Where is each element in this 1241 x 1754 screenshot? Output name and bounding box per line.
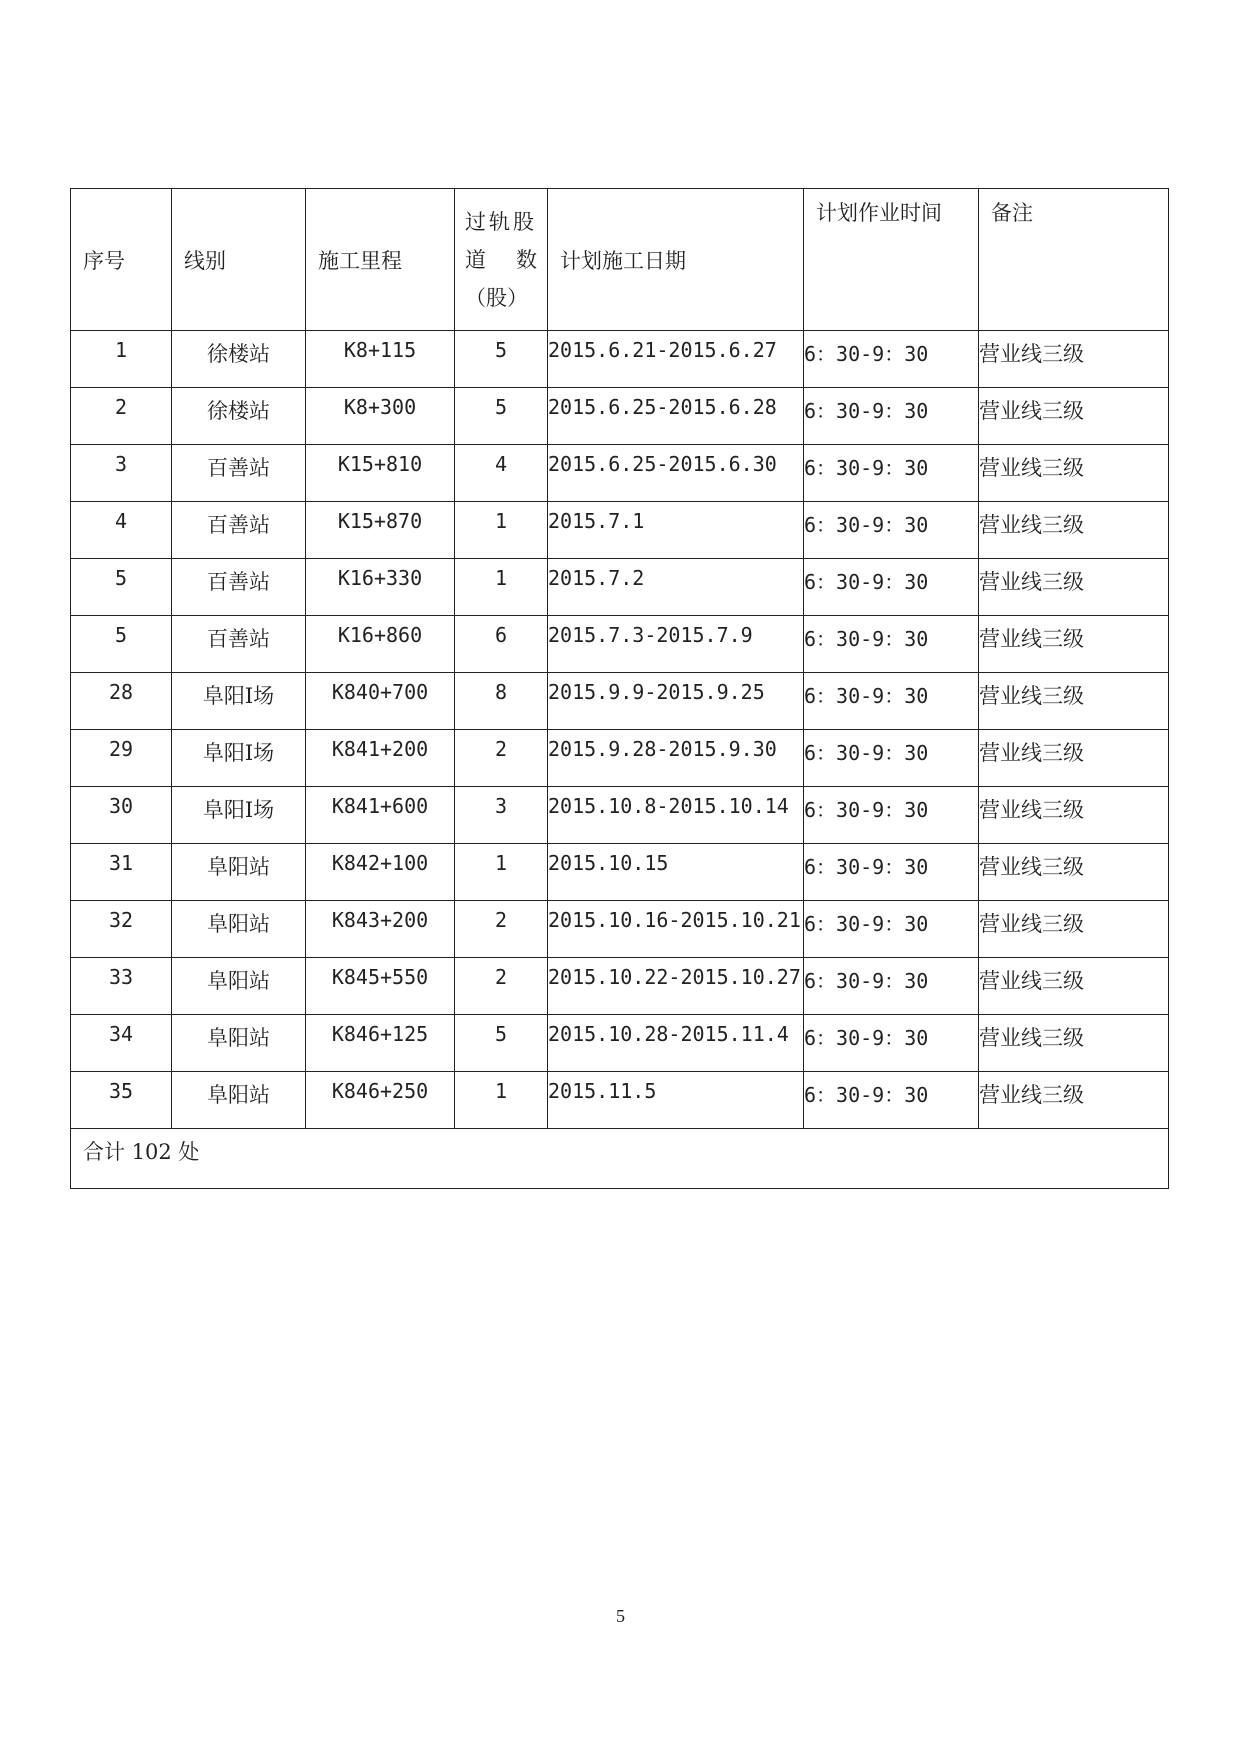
cell-date: 2015.9.9-2015.9.25 (548, 673, 804, 730)
table-row (71, 1072, 1169, 1129)
table-body (71, 331, 1169, 1189)
total-cell: 合计 102 处 (71, 1129, 1169, 1189)
cell-line: 百善站 (172, 445, 306, 502)
cell-time: 6：30-9：30 (804, 901, 979, 958)
cell-mileage: K16+330 (306, 559, 455, 616)
cell-date: 2015.9.28-2015.9.30 (548, 730, 804, 787)
cell-line: 阜阳站 (172, 958, 306, 1015)
cell-no: 1 (71, 331, 172, 388)
cell-time: 6：30-9：30 (804, 559, 979, 616)
cell-no: 33 (71, 958, 172, 1015)
cell-mileage: K16+860 (306, 616, 455, 673)
cell-line: 徐楼站 (172, 388, 306, 445)
cell-tracks: 8 (455, 673, 548, 730)
cell-no: 34 (71, 1015, 172, 1072)
cell-mileage: K840+700 (306, 673, 455, 730)
cell-line: 阜阳站 (172, 844, 306, 901)
cell-tracks: 1 (455, 844, 548, 901)
table-row (71, 958, 1169, 1015)
cell-no: 5 (71, 616, 172, 673)
table-header-row (71, 189, 1169, 331)
table-row (71, 730, 1169, 787)
header-remark: 备注 (979, 189, 1169, 331)
cell-date: 2015.7.1 (548, 502, 804, 559)
cell-no: 4 (71, 502, 172, 559)
cell-remark: 营业线三级 (979, 1072, 1169, 1129)
cell-line: 阜阳站 (172, 901, 306, 958)
cell-mileage: K8+300 (306, 388, 455, 445)
cell-no: 32 (71, 901, 172, 958)
table-row (71, 787, 1169, 844)
cell-line: 百善站 (172, 502, 306, 559)
cell-no: 30 (71, 787, 172, 844)
cell-mileage: K846+250 (306, 1072, 455, 1129)
cell-tracks: 4 (455, 445, 548, 502)
cell-remark: 营业线三级 (979, 502, 1169, 559)
header-time: 计划作业时间 (804, 189, 979, 331)
cell-remark: 营业线三级 (979, 331, 1169, 388)
cell-date: 2015.10.15 (548, 844, 804, 901)
cell-no: 28 (71, 673, 172, 730)
cell-mileage: K842+100 (306, 844, 455, 901)
header-tracks-line2-b: 数 (516, 247, 537, 272)
cell-tracks: 1 (455, 502, 548, 559)
table-row (71, 1015, 1169, 1072)
header-line: 线别 (172, 189, 306, 331)
cell-time: 6：30-9：30 (804, 787, 979, 844)
cell-tracks: 5 (455, 1015, 548, 1072)
cell-remark: 营业线三级 (979, 559, 1169, 616)
header-date: 计划施工日期 (548, 189, 804, 331)
cell-no: 2 (71, 388, 172, 445)
cell-no: 35 (71, 1072, 172, 1129)
cell-no: 31 (71, 844, 172, 901)
cell-no: 29 (71, 730, 172, 787)
cell-remark: 营业线三级 (979, 1015, 1169, 1072)
cell-line: 阜阳Ⅰ场 (172, 730, 306, 787)
cell-tracks: 2 (455, 958, 548, 1015)
cell-tracks: 1 (455, 559, 548, 616)
cell-mileage: K843+200 (306, 901, 455, 958)
header-no: 序号 (71, 189, 172, 331)
cell-line: 阜阳站 (172, 1015, 306, 1072)
cell-time: 6：30-9：30 (804, 958, 979, 1015)
cell-mileage: K8+115 (306, 331, 455, 388)
table-row (71, 445, 1169, 502)
cell-date: 2015.6.25-2015.6.30 (548, 445, 804, 502)
table-row (71, 331, 1169, 388)
cell-date: 2015.10.8-2015.10.14 (548, 787, 804, 844)
cell-line: 徐楼站 (172, 331, 306, 388)
header-mileage: 施工里程 (306, 189, 455, 331)
cell-date: 2015.6.25-2015.6.28 (548, 388, 804, 445)
table-row (71, 502, 1169, 559)
cell-date: 2015.10.22-2015.10.27 (548, 958, 804, 1015)
table-row (71, 388, 1169, 445)
cell-time: 6：30-9：30 (804, 388, 979, 445)
cell-time: 6：30-9：30 (804, 730, 979, 787)
cell-remark: 营业线三级 (979, 445, 1169, 502)
cell-tracks: 5 (455, 331, 548, 388)
page-number: 5 (616, 1606, 625, 1626)
cell-mileage: K841+200 (306, 730, 455, 787)
cell-remark: 营业线三级 (979, 673, 1169, 730)
cell-tracks: 1 (455, 1072, 548, 1129)
cell-line: 百善站 (172, 616, 306, 673)
cell-time: 6：30-9：30 (804, 1015, 979, 1072)
cell-time: 6：30-9：30 (804, 1072, 979, 1129)
header-tracks-line2-a: 道 (465, 247, 486, 272)
cell-no: 5 (71, 559, 172, 616)
cell-tracks: 5 (455, 388, 548, 445)
cell-mileage: K845+550 (306, 958, 455, 1015)
cell-line: 阜阳Ⅰ场 (172, 673, 306, 730)
table-row (71, 673, 1169, 730)
header-tracks-line2 (465, 241, 537, 279)
cell-tracks: 2 (455, 730, 548, 787)
cell-remark: 营业线三级 (979, 844, 1169, 901)
cell-mileage: K15+810 (306, 445, 455, 502)
cell-line: 阜阳Ⅰ场 (172, 787, 306, 844)
cell-mileage: K846+125 (306, 1015, 455, 1072)
cell-remark: 营业线三级 (979, 958, 1169, 1015)
construction-schedule-table (70, 188, 1169, 1189)
cell-remark: 营业线三级 (979, 730, 1169, 787)
table-row (71, 616, 1169, 673)
cell-time: 6：30-9：30 (804, 616, 979, 673)
cell-remark: 营业线三级 (979, 787, 1169, 844)
table-row (71, 559, 1169, 616)
cell-date: 2015.7.2 (548, 559, 804, 616)
cell-mileage: K841+600 (306, 787, 455, 844)
cell-remark: 营业线三级 (979, 901, 1169, 958)
cell-tracks: 2 (455, 901, 548, 958)
total-row (71, 1129, 1169, 1189)
cell-time: 6：30-9：30 (804, 844, 979, 901)
header-tracks-line3: （股） (465, 285, 528, 310)
cell-date: 2015.10.28-2015.11.4 (548, 1015, 804, 1072)
table-row (71, 844, 1169, 901)
header-tracks (455, 189, 548, 331)
cell-time: 6：30-9：30 (804, 331, 979, 388)
cell-mileage: K15+870 (306, 502, 455, 559)
cell-no: 3 (71, 445, 172, 502)
cell-date: 2015.11.5 (548, 1072, 804, 1129)
cell-remark: 营业线三级 (979, 616, 1169, 673)
cell-line: 阜阳站 (172, 1072, 306, 1129)
cell-line: 百善站 (172, 559, 306, 616)
cell-date: 2015.10.16-2015.10.21 (548, 901, 804, 958)
cell-time: 6：30-9：30 (804, 673, 979, 730)
cell-date: 2015.7.3-2015.7.9 (548, 616, 804, 673)
cell-tracks: 3 (455, 787, 548, 844)
cell-remark: 营业线三级 (979, 388, 1169, 445)
cell-time: 6：30-9：30 (804, 445, 979, 502)
cell-time: 6：30-9：30 (804, 502, 979, 559)
table-row (71, 901, 1169, 958)
cell-tracks: 6 (455, 616, 548, 673)
cell-date: 2015.6.21-2015.6.27 (548, 331, 804, 388)
header-tracks-line1: 过轨股 (465, 209, 537, 234)
